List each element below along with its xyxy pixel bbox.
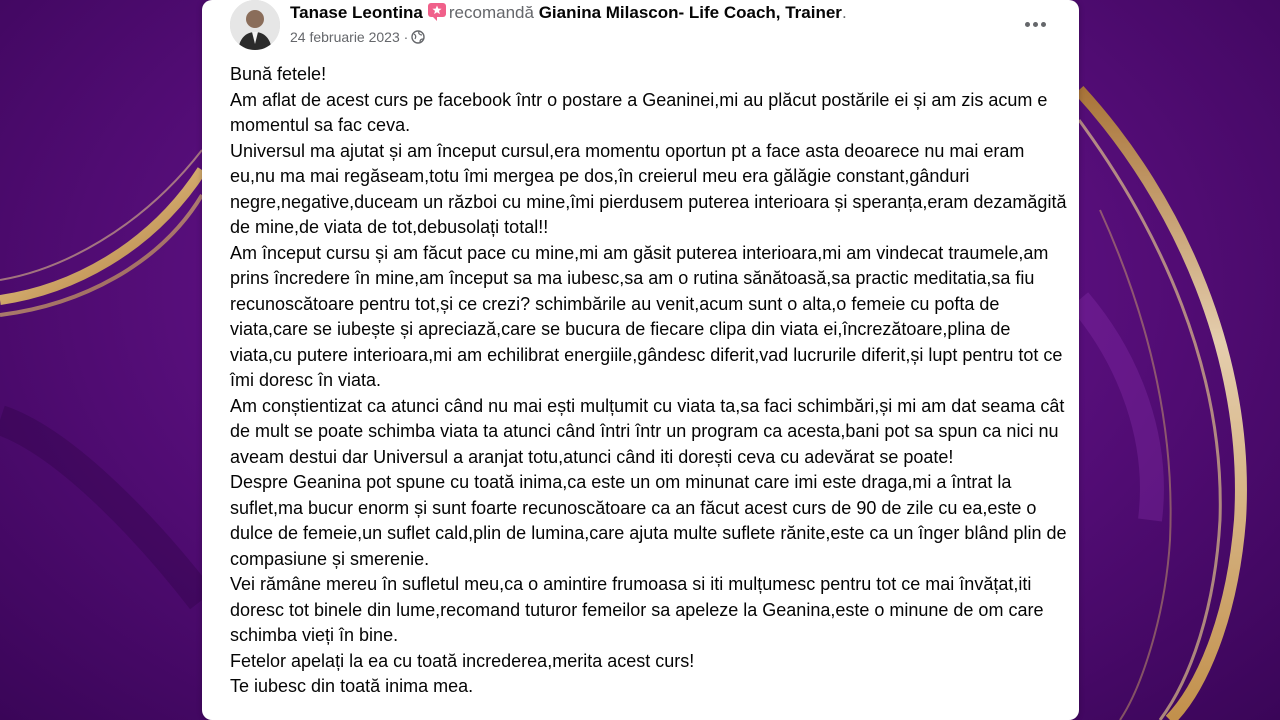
- more-options-icon[interactable]: [1017, 6, 1053, 42]
- recommended-page-name[interactable]: Gianina Milascon- Life Coach, Trainer: [538, 3, 842, 22]
- avatar-image: [230, 0, 280, 50]
- post-paragraph: Vei rămâne mereu în sufletul meu,ca o amintire frumoasa si iti mulțumesc pentru tot ce mai învățat,iti doresc tot binele din lume,recomand tuturor femeilor sa apeleze la Geanina,este o minune de om care schimba vieți în bine.: [230, 574, 1044, 645]
- recommend-star-icon: [427, 3, 447, 21]
- post-title-line: [290, 2, 847, 24]
- post-paragraph: Despre Geanina pot spune cu toată inima,ca este un om minunat care imi este draga,mi a întrat la suflet,ma bucur enorm și sunt foarte recunoscătoare ca an făcut acest curs de 90 de zile cu ea,este o dulce de femeie,un suflet cald,plin de lumina,care ajuta multe suflete rănite,este ca un înger blând plin de compasiune și smerenie.: [230, 472, 1067, 569]
- author-avatar[interactable]: [230, 0, 280, 50]
- recommend-verb: recomandă: [448, 3, 534, 22]
- page-suffix: .: [841, 3, 847, 22]
- post-header: [230, 0, 1059, 55]
- post-body: [230, 62, 1068, 700]
- post-paragraph: Fetelor apelați la ea cu toată increderea,merita acest curs!: [230, 650, 695, 671]
- post-paragraph: Universul ma ajutat și am început cursul,era momentu oportun pt a face asta deoarece nu mai eram eu,nu ma mai regăseam,totu îmi mergea pe dos,în creierul meu era gălăgie constant,gânduri negre,negative,duceam un război cu mine,îmi pierdusem puterea interioara și speranța,eram dezamăgită de mine,de viata de tot,debusolați total!!: [230, 140, 1067, 237]
- post-paragraph: Te iubesc din toată inima mea.: [230, 676, 474, 696]
- post-paragraph: Am aflat de acest curs pe facebook într o postare a Geaninei,mi au plăcut postările ei și am zis acum e momentul sa fac ceva.: [230, 89, 1048, 135]
- post-card: [202, 0, 1079, 720]
- globe-icon: [411, 30, 425, 44]
- post-paragraph: Am conștientizat ca atunci când nu mai ești mulțumit cu viata ta,sa faci schimbări,și mi am dat seama cât de mult se poate schimba viata ta atunci când întri într un program ca acesta,bani pot sa spun ca nici nu aveam destui dar Universul a aranjat totu,atunci când iti dorești ceva cu adevărat se poate!: [230, 395, 1065, 467]
- post-date[interactable]: 24 februarie 2023: [290, 29, 400, 45]
- header-text: [290, 2, 847, 46]
- meta-separator: ·: [403, 29, 409, 45]
- author-name[interactable]: Tanase Leontina: [290, 3, 423, 22]
- post-paragraph: Am început cursu și am făcut pace cu mine,mi am găsit puterea interioara,mi am vindecat traumele,am prins încredere în mine,am început sa ma iubesc,sa am o rutina sănătoasă,sa practic meditatia,sa fiu recunoscătoare pentru tot,și ce crezi? schimbările au venit,acum sunt o alta,o femeie cu pofta de viata,care se iubește și apreciază,care se bucura de fiecare clipa din viata ei,încrezătoare,plina de viata,cu putere interioara,mi am echilibrat energiile,gândesc diferit,vad lucrurile diferit,și lupt pentru tot ce îmi doresc în viata.: [230, 242, 1063, 390]
- post-paragraph: Bună fetele!: [230, 64, 327, 84]
- post-meta-line: [290, 28, 847, 46]
